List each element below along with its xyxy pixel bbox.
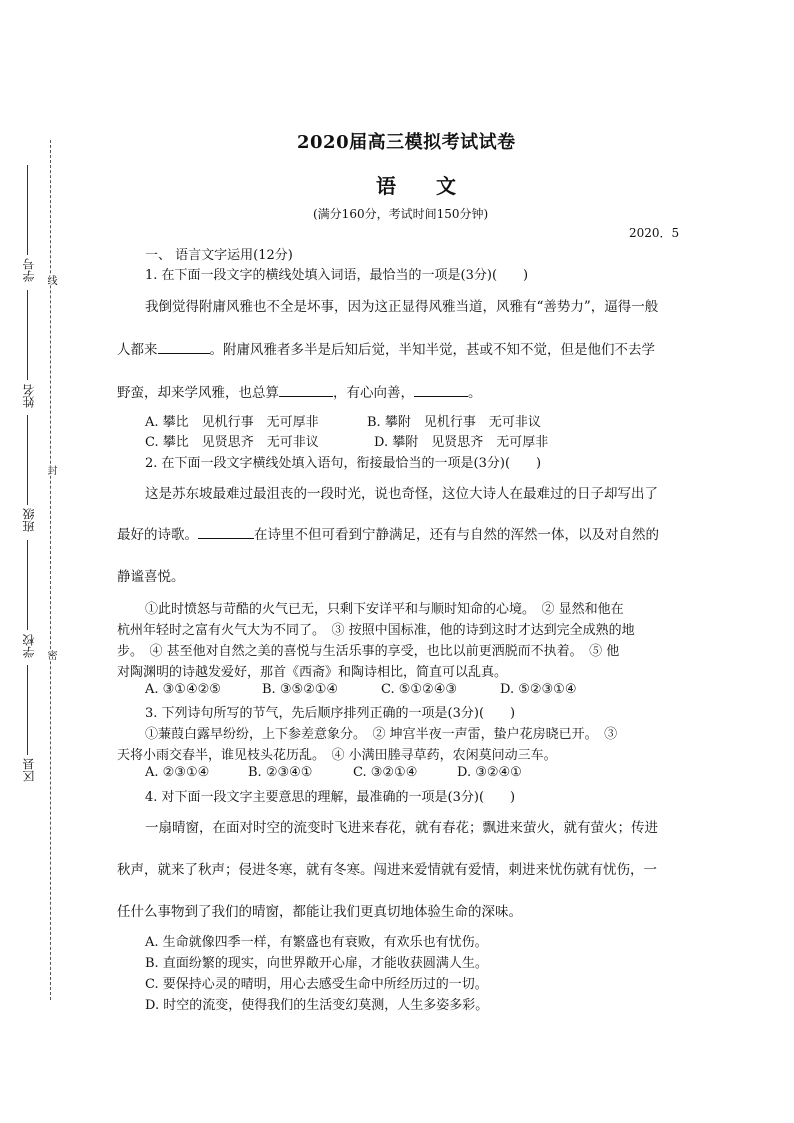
q2-sentence-line3: 步。 ④ 甚至他对自然之美的喜悦与生活乐事的享受，也比以前更洒脱而不执着。 ⑤ 他	[117, 644, 620, 659]
q3-poem-line2: 天将小雨交春半，谁见枝头花历乱。 ④ 小满田塍寻草药，农闲莫问动三车。	[117, 748, 557, 763]
q1-passage-line3	[117, 381, 482, 401]
q1-option-b[interactable]: B. 攀附 见机行事 无可非议	[367, 415, 541, 430]
q3-option-c[interactable]: C. ③②①④	[353, 765, 418, 780]
q2-option-b[interactable]: B. ③⑤②①④	[262, 682, 339, 697]
q1-p3b: ，有心向善，	[333, 385, 414, 401]
q2-passage-line3: 静谧喜悦。	[117, 569, 185, 585]
q1-blank1	[158, 341, 210, 354]
q4-option-d[interactable]: D. 时空的流变，使得我们的生活变幻莫测，人生多姿多彩。	[145, 998, 489, 1013]
exam-date: 2020．5	[629, 226, 680, 240]
section-heading: 一、 语言文字运用(12分)	[145, 248, 293, 263]
q1-passage-line1: 我倒觉得附庸风雅也不全是坏事，因为这正显得风雅当道，风雅有“善势力”，逼得一般	[145, 299, 659, 315]
q2-stem: 2. 在下面一段文字横线处填入语句，衔接最恰当的一项是(3分)( )	[145, 456, 542, 471]
class-label: 班级	[22, 508, 36, 532]
q1-p3c: 。	[468, 385, 482, 401]
school-label: 学校	[22, 634, 36, 658]
q1-option-d[interactable]: D. 攀附 见贤思齐 无可厚非	[374, 435, 549, 450]
q2-p2a: 最好的诗歌。	[117, 527, 198, 543]
q1-blank2	[279, 384, 333, 397]
district-line[interactable]	[27, 665, 28, 755]
school-line[interactable]	[27, 540, 28, 630]
q2-p2b: 在诗里不但可看到宁静满足，还有与自然的浑然一体，以及对自然的	[254, 527, 659, 543]
q4-passage-line3: 任什么事物到了我们的晴窗，都能让我们更真切地体验生命的深味。	[117, 904, 522, 920]
name-label: 姓名	[22, 384, 36, 408]
q4-option-b[interactable]: B. 直面纷繁的现实，向世界敞开心扉，才能收获圆满人生。	[145, 956, 488, 971]
class-line[interactable]	[27, 415, 28, 505]
name-line[interactable]	[27, 290, 28, 380]
q2-sentence-line2: 杭州年轻时之富有火气大为不同了。 ③ 按照中国标准，他的诗到这时才达到完全成熟的地	[117, 623, 635, 638]
q4-option-c[interactable]: C. 要保持心灵的晴明，用心去感受生命中所经历过的一切。	[145, 977, 488, 992]
q3-poem-line1: ①蒹葭白露早纷纷，上下参差意象分。 ② 坤宫半夜一声雷，蛰户花房晓已开。 ③	[145, 727, 618, 742]
q1-option-c[interactable]: C. 攀比 见贤思齐 无可非议	[145, 435, 319, 450]
q2-passage-line1: 这是苏东坡最难过最沮丧的一段时光，说也奇怪，这位大诗人在最难过的日子却写出了	[145, 486, 658, 502]
q3-option-d[interactable]: D. ③②④①	[457, 765, 522, 780]
q2-option-d[interactable]: D. ⑤②③①④	[500, 682, 577, 697]
q3-stem: 3. 下列诗句所写的节气，先后顺序排列正确的一项是(3分)( )	[145, 706, 516, 721]
binding-mark-secret: 密	[45, 650, 56, 660]
exam-info: (满分160分，考试时间150分钟)	[313, 207, 489, 221]
q1-stem: 1. 在下面一段文字的横线处填入词语，最恰当的一项是(3分)( )	[145, 268, 529, 283]
q2-option-c[interactable]: C. ⑤①②④③	[381, 682, 458, 697]
district-label: 区县	[22, 758, 36, 782]
binding-mark-line: 线	[45, 275, 56, 285]
q3-option-b[interactable]: B. ②③④①	[248, 765, 313, 780]
binding-mark-seal: 封	[45, 465, 56, 475]
student-id-line[interactable]	[27, 165, 28, 255]
q1-p2a: 人都来	[117, 342, 158, 358]
q2-passage-line2	[117, 523, 659, 543]
subject-title: 语文	[376, 174, 496, 198]
q2-blank	[198, 526, 254, 539]
q1-passage-line2	[117, 338, 655, 358]
q2-sentence-line4: 对陶渊明的诗越发爱好，那首《西斋》和陶诗相比，简直可以乱真。	[117, 665, 508, 680]
exam-title: 2020届高三模拟考试试卷	[297, 132, 516, 153]
q1-p2b: 。附庸风雅者多半是后知后觉，半知半觉，甚或不知不觉，但是他们不去学	[209, 342, 655, 358]
q1-p3a: 野蛮，却来学风雅，也总算	[117, 385, 279, 401]
q3-option-a[interactable]: A. ②③①④	[145, 765, 210, 780]
q1-blank3	[414, 384, 468, 397]
q2-option-a[interactable]: A. ③①④②⑤	[145, 682, 221, 697]
q4-passage-line2: 秋声，就来了秋声；侵进冬寒，就有冬寒。闯进来爱情就有爱情，刺进来忧伤就有忧伤，一	[117, 862, 657, 878]
student-id-label: 学号	[22, 258, 36, 282]
q2-sentence-line1: ①此时愤怒与苛酷的火气已无，只剩下安详平和与顺时知命的心境。 ② 显然和他在	[145, 602, 624, 617]
q4-option-a[interactable]: A. 生命就像四季一样，有繁盛也有衰败，有欢乐也有忧伤。	[145, 935, 488, 950]
q1-option-a[interactable]: A. 攀比 见机行事 无可厚非	[145, 415, 319, 430]
binding-dashed-line	[50, 140, 51, 1000]
q4-stem: 4. 对下面一段文字主要意思的理解，最准确的一项是(3分)( )	[145, 790, 516, 805]
q4-passage-line1: 一扇晴窗，在面对时空的流变时飞进来春花，就有春花；飘进来萤火，就有萤火；传进	[145, 820, 658, 836]
